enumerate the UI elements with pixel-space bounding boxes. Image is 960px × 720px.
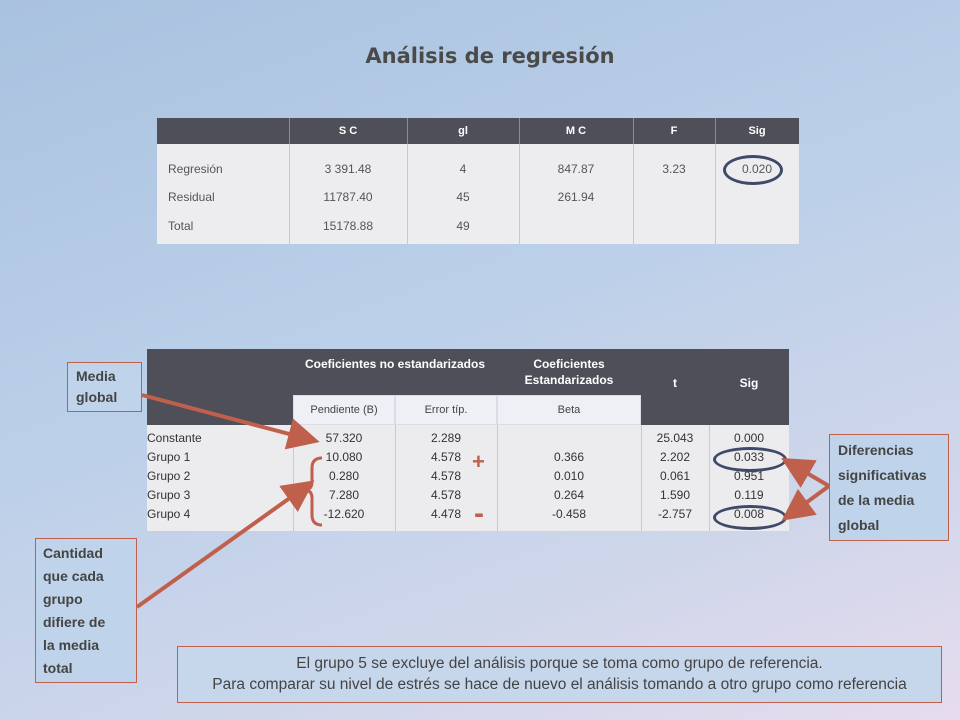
coef-label: Grupo 4	[147, 507, 191, 521]
brace-groups	[304, 458, 322, 525]
coef-t-value: 0.061	[659, 469, 691, 483]
callout-line: Media	[76, 368, 116, 384]
callout-line: de la media	[838, 492, 915, 508]
coef-t-value: 1.590	[659, 488, 691, 502]
anova-cell-mc: 847.87	[557, 162, 595, 176]
coef-beta-value: 0.264	[553, 488, 585, 502]
coef-sig-value: 0.008	[733, 507, 765, 521]
coef-error-value: 2.289	[430, 431, 462, 445]
coef-b-value: 10.080	[325, 450, 363, 464]
reference-group-note	[177, 646, 942, 703]
callout-line: difiere de	[43, 614, 106, 630]
coef-sub-error: Error típ.	[395, 395, 497, 425]
coef-label: Grupo 3	[147, 488, 191, 502]
coef-b-value: 57.320	[325, 431, 363, 445]
callout-line: grupo	[43, 591, 83, 607]
callout-line: Cantidad	[43, 545, 103, 561]
note-line-1: El grupo 5 se excluye del análisis porque se toma como grupo de referencia.	[296, 655, 823, 672]
plus-sign: +	[472, 449, 485, 474]
arrow-diferencias-top	[788, 462, 829, 486]
anova-cell-sc: 15178.88	[322, 219, 374, 233]
coef-sub-beta: Beta	[497, 395, 641, 425]
coef-header-std: Coeficientes Estandarizados	[497, 349, 641, 395]
anova-cell-sc: 11787.40	[323, 190, 373, 204]
coef-beta-value: -0.458	[551, 507, 587, 521]
callout-line: la media	[43, 637, 100, 653]
coef-b-value: -12.620	[323, 507, 365, 521]
coef-error-value: 4.478	[430, 507, 462, 521]
anova-cell-mc: 261.94	[557, 190, 595, 204]
coef-sub-pendiente: Pendiente (B)	[293, 395, 395, 425]
anova-header-f: F	[670, 125, 678, 137]
anova-row-label: Residual	[168, 190, 215, 204]
coef-error-value: 4.578	[430, 488, 462, 502]
anova-row-label: Total	[168, 219, 194, 233]
coef-beta-value: 0.366	[553, 450, 585, 464]
coef-header-sig: Sig	[709, 349, 789, 425]
anova-cell-sc: 3 391.48	[324, 162, 372, 176]
anova-row-label: Regresión	[168, 162, 223, 176]
anova-header-sc: S C	[338, 125, 358, 137]
anova-header-gl: gl	[458, 125, 468, 137]
coef-header-no-std: Coeficientes no estandarizados	[293, 349, 497, 395]
coef-b-value: 7.280	[328, 488, 360, 502]
arrow-diferencias-bottom	[788, 486, 829, 516]
anova-cell-gl: 49	[456, 219, 470, 233]
anova-cell-f: 3.23	[662, 162, 686, 176]
coef-error-value: 4.578	[430, 469, 462, 483]
coef-sig-value: 0.119	[734, 488, 764, 502]
note-line-2: Para comparar su nivel de estrés se hace de nuevo el análisis tomando a otro grupo como referencia	[212, 676, 907, 693]
coef-b-value: 0.280	[328, 469, 360, 483]
coef-header-t: t	[641, 349, 709, 425]
callout-line: que cada	[43, 568, 104, 584]
arrow-media-global	[142, 395, 312, 440]
callout-line: total	[43, 660, 73, 676]
callout-line: global	[838, 517, 880, 533]
coef-sig-value: 0.000	[733, 431, 765, 445]
coef-error-value: 4.578	[430, 450, 462, 464]
callout-line: global	[76, 389, 118, 405]
coef-t-value: 25.043	[656, 431, 694, 445]
callout-line: significativas	[838, 467, 927, 483]
coef-label: Constante	[147, 431, 202, 445]
anova-cell-sig: 0.020	[741, 162, 773, 176]
minus-sign: -	[474, 497, 484, 530]
coef-sig-value: 0.951	[733, 469, 765, 483]
anova-header-sig: Sig	[748, 125, 766, 137]
coef-t-value: 2.202	[659, 450, 691, 464]
coef-beta-value: 0.010	[553, 469, 585, 483]
anova-cell-gl: 4	[459, 162, 467, 176]
page-title: Análisis de regresión	[365, 44, 615, 68]
coef-label: Grupo 1	[147, 450, 191, 464]
coef-t-value: -2.757	[657, 507, 693, 521]
anova-header-mc: M C	[565, 125, 587, 137]
anova-cell-gl: 45	[456, 190, 470, 204]
coef-label: Grupo 2	[147, 469, 191, 483]
callout-line: Diferencias	[838, 442, 914, 458]
arrow-cantidad	[137, 485, 308, 607]
coef-sig-value: 0.033	[733, 450, 765, 464]
